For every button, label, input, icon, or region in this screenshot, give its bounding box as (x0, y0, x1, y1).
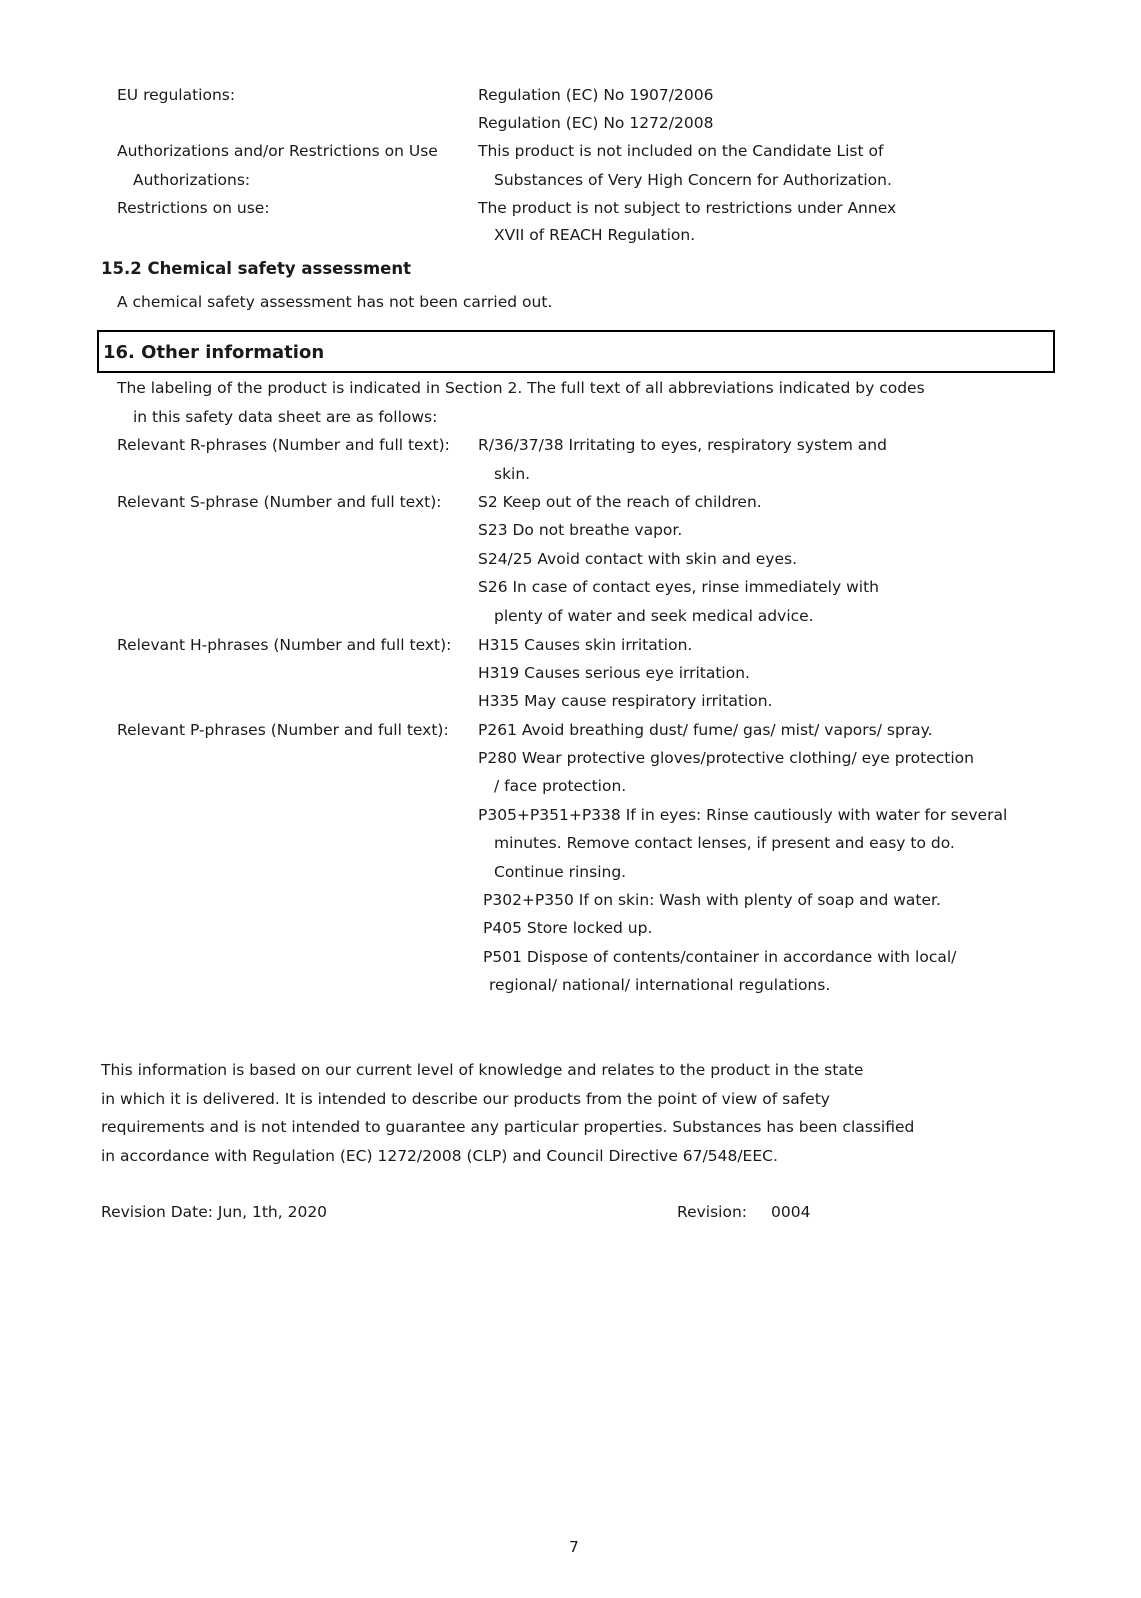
p-phrase-line: minutes. Remove contact lenses, if present and easy to do. (494, 834, 955, 852)
h-phrases-label: Relevant H-phrases (Number and full text): (117, 636, 452, 654)
p-phrase-line: regional/ national/ international regulations. (489, 976, 831, 994)
authorizations-label: Authorizations and/or Restrictions on Use (117, 142, 438, 160)
p-phrase-line: P280 Wear protective gloves/protective clothing/ eye protection (478, 749, 974, 767)
revision-label: Revision: (677, 1203, 747, 1221)
disclaimer-line: in accordance with Regulation (EC) 1272/2008 (CLP) and Council Directive 67/548/EEC. (101, 1147, 778, 1165)
restrictions-text-2: XVII of REACH Regulation. (494, 226, 696, 244)
p-phrase-line: P302+P350 If on skin: Wash with plenty of soap and water. (483, 891, 941, 909)
h-phrase-line: H319 Causes serious eye irritation. (478, 664, 750, 682)
p-phrase-line: / face protection. (494, 777, 627, 795)
section-15-2-heading: 15.2 Chemical safety assessment (101, 259, 412, 278)
section-16-intro-2: in this safety data sheet are as follows: (133, 408, 438, 426)
p-phrase-line: P305+P351+P338 If in eyes: Rinse cautiously with water for several (478, 806, 1008, 824)
p-phrase-line: P405 Store locked up. (483, 919, 653, 937)
disclaimer-line: requirements and is not intended to guarantee any particular properties. Substances has been classified (101, 1118, 915, 1136)
section-16-heading-box (97, 330, 1055, 373)
authorizations-sublabel: Authorizations: (133, 171, 251, 189)
section-16-intro-1: The labeling of the product is indicated in Section 2. The full text of all abbreviations indicated by codes (117, 379, 925, 397)
restrictions-text-1: The product is not subject to restrictions under Annex (478, 199, 897, 217)
s-phrase-line: S24/25 Avoid contact with skin and eyes. (478, 550, 798, 568)
page-number: 7 (569, 1538, 579, 1556)
r-phrases-label: Relevant R-phrases (Number and full text): (117, 436, 450, 454)
s-phrase-line: plenty of water and seek medical advice. (494, 607, 814, 625)
section-15-2-text: A chemical safety assessment has not been carried out. (117, 293, 553, 311)
p-phrases-label: Relevant P-phrases (Number and full text): (117, 721, 449, 739)
authorizations-text-1: This product is not included on the Candidate List of (478, 142, 884, 160)
disclaimer-line: This information is based on our current level of knowledge and relates to the product in the state (101, 1061, 864, 1079)
revision-date: Revision Date: Jun, 1th, 2020 (101, 1203, 328, 1221)
section-16-heading: 16. Other information (103, 342, 325, 363)
authorizations-text-2: Substances of Very High Concern for Authorization. (494, 171, 892, 189)
r-phrase-line: skin. (494, 465, 531, 483)
restrictions-label: Restrictions on use: (117, 199, 270, 217)
p-phrase-line: P261 Avoid breathing dust/ fume/ gas/ mist/ vapors/ spray. (478, 721, 933, 739)
s-phrases-label: Relevant S-phrase (Number and full text): (117, 493, 442, 511)
p-phrase-line: Continue rinsing. (494, 863, 627, 881)
s-phrase-line: S26 In case of contact eyes, rinse immediately with (478, 578, 879, 596)
eu-regulation-2: Regulation (EC) No 1272/2008 (478, 114, 714, 132)
r-phrase-line: R/36/37/38 Irritating to eyes, respiratory system and (478, 436, 887, 454)
disclaimer-line: in which it is delivered. It is intended to describe our products from the point of view of safety (101, 1090, 830, 1108)
h-phrase-line: H335 May cause respiratory irritation. (478, 692, 773, 710)
s-phrase-line: S2 Keep out of the reach of children. (478, 493, 762, 511)
eu-regulations-label: EU regulations: (117, 86, 236, 104)
s-phrase-line: S23 Do not breathe vapor. (478, 521, 683, 539)
h-phrase-line: H315 Causes skin irritation. (478, 636, 693, 654)
eu-regulation-1: Regulation (EC) No 1907/2006 (478, 86, 714, 104)
revision-value: 0004 (771, 1203, 811, 1221)
p-phrase-line: P501 Dispose of contents/container in accordance with local/ (483, 948, 957, 966)
